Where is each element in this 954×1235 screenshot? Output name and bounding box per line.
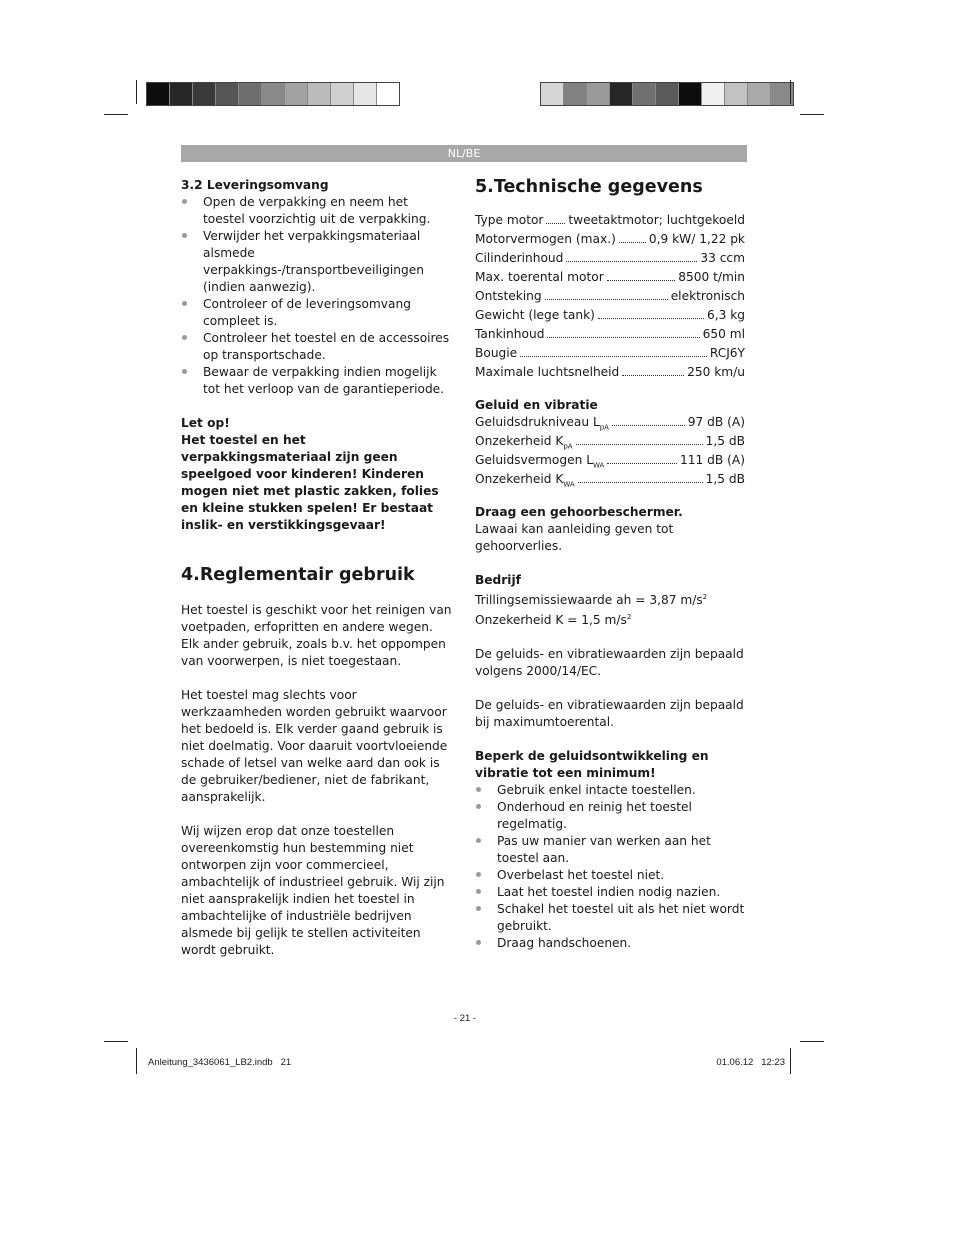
paragraph: Het toestel mag slechts voor werkzaamheden worden gebruikt waarvoor het bedoeld is. Elk verder gaand gebruik is niet doelmatig. Voor daaruit voortvloeiende schade of letsel van welke aard dan ook is de gebruiker/bediener, niet de fabrikant, aansprakelijk. <box>181 688 448 804</box>
leader-dots <box>566 260 697 262</box>
leader-dots <box>607 279 676 281</box>
leader-dots <box>546 222 565 224</box>
noise-label: Onzekerheid $K_{pA}$ <box>475 434 573 451</box>
color-swatch <box>193 83 216 105</box>
color-swatch <box>541 83 564 105</box>
noise-label: Geluidsdrukniveau $L_{pA}$ <box>475 415 609 432</box>
noise-table <box>475 414 745 490</box>
spec-label: Maximale luchtsnelheid <box>475 365 620 379</box>
leader-dots <box>576 443 703 445</box>
page-number: - 21 - <box>453 1013 477 1024</box>
color-swatch <box>587 83 610 105</box>
color-swatch <box>656 83 679 105</box>
leader-dots <box>520 355 707 357</box>
spec-row <box>475 307 745 326</box>
crop-mark <box>790 80 791 104</box>
leader-dots <box>578 481 703 483</box>
leader-dots <box>619 241 646 243</box>
color-bar-right <box>540 82 794 106</box>
color-swatch <box>147 83 170 105</box>
spec-value: 6,3 kg <box>706 308 745 322</box>
spec-label: Tankinhoud <box>475 327 545 341</box>
noise-row <box>475 471 745 490</box>
color-swatch <box>748 83 771 105</box>
spec-label: Ontsteking <box>475 289 542 303</box>
spec-label: Bougie <box>475 346 518 360</box>
list-item: Pas uw manier van werken aan het toestel aan. <box>475 833 745 867</box>
limit-title: Beperk de geluidsontwikkeling en vibratie tot een minimum! <box>475 749 709 781</box>
color-swatch <box>262 83 285 105</box>
limit-list <box>475 782 745 952</box>
list-item: Onderhoud en reinig het toestel regelmatig. <box>475 799 745 833</box>
spec-row <box>475 364 745 383</box>
noise-value: 1,5 dB <box>705 472 745 486</box>
uncertainty-value: Onzekerheid K = 1,5 $m/s^2$ <box>475 613 632 628</box>
list-item: Controleer het toestel en de accessoires op transportschade. <box>181 330 453 364</box>
leader-dots <box>547 336 699 338</box>
color-swatch <box>679 83 702 105</box>
leader-dots <box>598 317 704 319</box>
right-column <box>475 176 745 952</box>
color-swatch <box>610 83 633 105</box>
crop-mark <box>800 114 824 115</box>
noise-row <box>475 452 745 471</box>
list-item: Draag handschoenen. <box>475 935 745 952</box>
color-swatch <box>725 83 748 105</box>
noise-row <box>475 414 745 433</box>
color-swatch <box>702 83 725 105</box>
crop-mark <box>136 1048 137 1074</box>
section-3-2-title: 3.2 Leveringsomvang <box>181 178 329 192</box>
left-column <box>181 177 453 959</box>
vibration-value: Trillingsemissiewaarde ah = 3,87 $m/s^2$ <box>475 593 708 608</box>
list-item: Schakel het toestel uit als het niet wordt gebruikt. <box>475 901 745 935</box>
spec-label: Gewicht (lege tank) <box>475 308 595 322</box>
crop-mark <box>104 114 128 115</box>
spec-label: Motorvermogen (max.) <box>475 232 616 246</box>
color-swatch <box>170 83 193 105</box>
list-item: Verwijder het verpakkingsmateriaal alsmede verpakkings-/transportbeveiligingen (indien aanwezig). <box>181 228 453 296</box>
list-item: Gebruik enkel intacte toestellen. <box>475 782 745 799</box>
crop-mark <box>104 1041 128 1042</box>
color-swatch <box>285 83 308 105</box>
warning-text: Het toestel en het verpakkingsmateriaal zijn geen speelgoed voor kinderen! Kinderen mogen niet met plastic zakken, folies en kleine stukken spelen! Er bestaat inslik- en verstikkingsgevaar! <box>181 433 439 532</box>
spec-value: 250 km/u <box>687 365 745 379</box>
noise-title: Geluid en vibratie <box>475 398 598 412</box>
list-item: Open de verpakking en neem het toestel voorzichtig uit de verpakking. <box>181 194 453 228</box>
color-swatch <box>377 83 399 105</box>
leader-dots <box>612 424 685 426</box>
list-item: Bewaar de verpakking indien mogelijk tot het verloop van de garantieperiode. <box>181 364 453 398</box>
spec-value: tweetaktmotor; luchtgekoeld <box>568 213 745 227</box>
spec-row <box>475 288 745 307</box>
language-label: NL/BE <box>447 147 481 160</box>
color-swatch <box>239 83 262 105</box>
paragraph: Wij wijzen erop dat onze toestellen overeenkomstig hun bestemming niet ontworpen zijn voor commercieel, ambachtelijk of industrieel gebruik. Wij zijn niet aansprakelijk indien het toestel in ambachtelijke of industriële bedrijven alsmede bij gelijk te stellen activiteiten wordt gebruikt. <box>181 824 445 957</box>
list-item: Overbelast het toestel niet. <box>475 867 745 884</box>
leader-dots <box>607 462 677 464</box>
list-item: Laat het toestel indien nodig nazien. <box>475 884 745 901</box>
operation-title: Bedrijf <box>475 573 521 587</box>
leader-dots <box>622 374 684 376</box>
spec-label: Cilinderinhoud <box>475 251 564 265</box>
spec-row <box>475 326 745 345</box>
crop-mark <box>800 1041 824 1042</box>
crop-mark <box>790 1048 791 1074</box>
noise-value: 111 dB (A) <box>680 453 745 467</box>
spec-value: 650 ml <box>702 327 745 341</box>
spec-value: 0,9 kW/ 1,22 pk <box>648 232 745 246</box>
spec-label: Type motor <box>475 213 544 227</box>
spec-row <box>475 231 745 250</box>
spec-value: 8500 t/min <box>678 270 745 284</box>
list-item: Controleer of de leveringsomvang compleet is. <box>181 296 453 330</box>
color-bar-left <box>146 82 400 106</box>
leader-dots <box>545 298 668 300</box>
spec-value: elektronisch <box>670 289 745 303</box>
color-swatch <box>354 83 377 105</box>
spec-value: RCJ6Y <box>709 346 745 360</box>
spec-table <box>475 212 745 383</box>
language-bar <box>181 145 747 162</box>
noise-value: 1,5 dB <box>705 434 745 448</box>
delivery-list <box>181 194 453 398</box>
noise-label: Geluidsvermogen $L_{WA}$ <box>475 453 605 470</box>
file-name: Anleitung_3436061_LB2.indb 21 <box>148 1057 292 1068</box>
noise-value: 97 dB (A) <box>687 415 745 429</box>
print-date: 01.06.12 12:23 <box>716 1057 785 1068</box>
paragraph: Het toestel is geschikt voor het reinigen van voetpaden, erfopritten en andere wegen. Elk ander gebruik, zoals b.v. het oppompen van voorwerpen, is niet toegestaan. <box>181 603 452 668</box>
spec-label: Max. toerental motor <box>475 270 604 284</box>
section-4-title: 4.Reglementair gebruik <box>181 565 415 585</box>
color-swatch <box>308 83 331 105</box>
ear-protection-text: Lawaai kan aanleiding geven tot gehoorverlies. <box>475 522 674 553</box>
spec-value: 33 ccm <box>700 251 745 265</box>
paragraph: De geluids- en vibratiewaarden zijn bepaald volgens 2000/14/EC. <box>475 647 744 679</box>
spec-row <box>475 212 745 231</box>
color-swatch <box>633 83 656 105</box>
noise-label: Onzekerheid $K_{WA}$ <box>475 472 575 489</box>
crop-mark <box>136 80 137 104</box>
spec-row <box>475 269 745 288</box>
spec-row <box>475 345 745 364</box>
ear-protection-title: Draag een gehoorbeschermer. <box>475 505 683 519</box>
paragraph: De geluids- en vibratiewaarden zijn bepaald bij maximumtoerental. <box>475 698 744 730</box>
color-swatch <box>331 83 354 105</box>
spec-row <box>475 250 745 269</box>
section-5-title: 5.Technische gegevens <box>475 177 703 197</box>
color-swatch <box>216 83 239 105</box>
noise-row <box>475 433 745 452</box>
warning-title: Let op! <box>181 416 230 430</box>
color-swatch <box>564 83 587 105</box>
